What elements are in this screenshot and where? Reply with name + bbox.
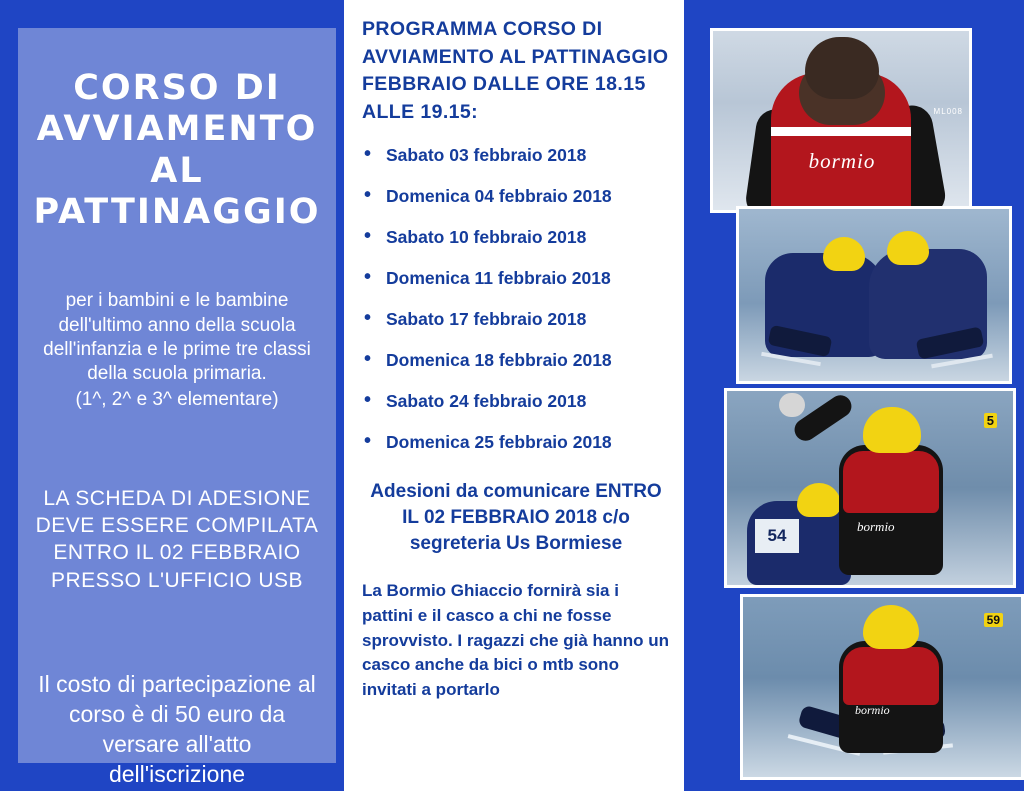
helmet [863, 407, 921, 453]
list-item: • Domenica 04 febbraio 2018 [362, 186, 670, 207]
photo-watermark: ML008 [933, 107, 963, 116]
list-item: • Domenica 18 febbraio 2018 [362, 350, 670, 371]
target-audience-note: (1^, 2^ e 3^ elementare) [75, 389, 279, 411]
jersey-stripe [771, 127, 911, 136]
suit-text: bormio [857, 519, 895, 534]
program-column [344, 0, 684, 791]
left-info-panel [18, 28, 336, 787]
target-audience-text [32, 289, 322, 413]
photo-skater-back [710, 28, 972, 213]
helmet-number: 5 [984, 413, 997, 428]
head [805, 37, 879, 99]
photo-skater-arm-raised [724, 388, 1016, 588]
red-vest [843, 647, 939, 705]
jersey-text: bormio [808, 149, 876, 173]
list-item: • Sabato 10 febbraio 2018 [362, 227, 670, 248]
list-item: • Sabato 17 febbraio 2018 [362, 309, 670, 330]
photo-single-skater [740, 594, 1024, 780]
photo-two-young-skaters [736, 206, 1012, 384]
glove [779, 393, 805, 417]
photo-collage [684, 0, 1024, 791]
bib-number: 54 [755, 519, 799, 553]
signup-contact-text: Adesioni da comunicare ENTRO IL 02 FEBBRAIO 2018 c/o segreteria Us Bormiese [370, 480, 662, 555]
program-heading: PROGRAMMA CORSO DI AVVIAMENTO AL PATTINAGGIO FEBBRAIO DALLE ORE 18.15 ALLE 19.15: [362, 18, 669, 124]
helmet [887, 231, 929, 265]
helmet [823, 237, 865, 271]
skater-foreground [747, 501, 851, 585]
list-item: • Domenica 11 febbraio 2018 [362, 268, 670, 289]
registration-deadline-text: LA SCHEDA DI ADESIONE DEVE ESSERE COMPILATA ENTRO IL 02 FEBBRAIO PRESSO L'UFFICIO USB [35, 486, 319, 592]
suit-text: bormio [855, 703, 890, 717]
skater-right [869, 249, 987, 359]
cost-text: Il costo di partecipazione al corso è di 50 euro da versare all'atto dell'iscrizione [38, 670, 316, 787]
list-item: • Domenica 25 febbraio 2018 [362, 432, 670, 453]
list-item: • Sabato 24 febbraio 2018 [362, 391, 670, 412]
skater-left [765, 253, 885, 357]
list-item: • Sabato 03 febbraio 2018 [362, 145, 670, 166]
program-date-list [362, 145, 670, 453]
equipment-note-text: La Bormio Ghiaccio fornirà sia i pattini e il casco a chi ne fosse sprovvisto. I ragazzi che già hanno un casco anche da bici o mtb sono invitati a portarlo [362, 581, 670, 699]
page-title: CORSO DI AVVIAMENTO AL PATTINAGGIO [33, 68, 321, 232]
red-vest [843, 451, 939, 513]
target-audience-main: per i bambini e le bambine dell'ultimo anno della scuola dell'infanzia e le prime tre classi della scuola primaria. [43, 290, 311, 385]
helmet-number: 59 [984, 613, 1003, 627]
